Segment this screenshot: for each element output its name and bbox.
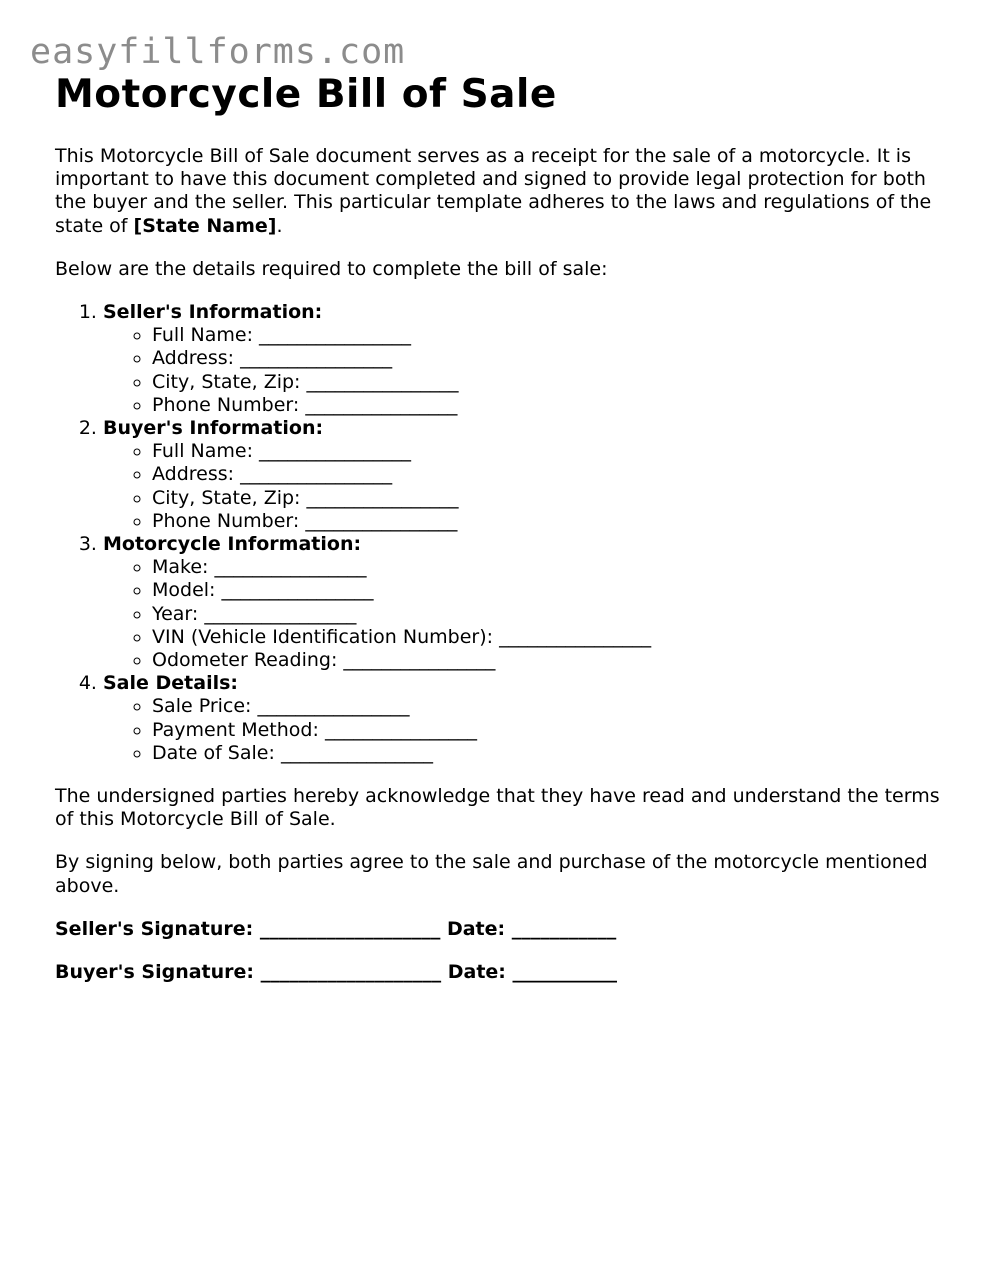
- field-blank[interactable]: ________________: [305, 509, 458, 532]
- field-label: Full Name:: [152, 440, 253, 463]
- buyer-date-label: Date:: [447, 961, 506, 984]
- intro-end: .: [276, 214, 283, 237]
- acknowledgement-paragraph: The undersigned parties hereby acknowledge that they have read and understand the terms of this Motorcycle Bill of Sale.: [55, 785, 940, 831]
- field-item: [152, 626, 955, 649]
- field-blank[interactable]: ________________: [324, 718, 477, 741]
- seller-signature-label: Seller's Signature:: [55, 917, 254, 940]
- field-item: [152, 603, 955, 626]
- field-item: [152, 347, 955, 370]
- field-item: [152, 695, 955, 718]
- field-label: Date of Sale:: [152, 741, 275, 764]
- field-label: Odometer Reading:: [152, 649, 338, 672]
- buyer-date-blank[interactable]: ___________: [512, 961, 618, 984]
- field-label: City, State, Zip:: [152, 370, 301, 393]
- section-item: [103, 417, 955, 533]
- field-list: [103, 440, 955, 533]
- field-blank[interactable]: ________________: [499, 625, 652, 648]
- field-item: [152, 371, 955, 394]
- field-blank[interactable]: ________________: [306, 370, 459, 393]
- field-label: Address:: [152, 463, 235, 486]
- section-item: [103, 301, 955, 417]
- field-label: City, State, Zip:: [152, 486, 301, 509]
- watermark: easyfillforms.com: [30, 32, 406, 72]
- section-heading: Sale Details:: [103, 672, 239, 695]
- page-title: Motorcycle Bill of Sale: [55, 72, 557, 117]
- field-item: [152, 324, 955, 347]
- state-name-placeholder: [State Name]: [133, 214, 277, 237]
- field-blank[interactable]: ________________: [204, 602, 357, 625]
- buyer-signature-line: [55, 961, 955, 984]
- field-blank[interactable]: ________________: [259, 440, 412, 463]
- field-list: [103, 556, 955, 672]
- field-list: [103, 695, 955, 765]
- field-item: [152, 556, 955, 579]
- field-blank[interactable]: ________________: [240, 347, 393, 370]
- sections-list: [55, 301, 955, 765]
- field-item: [152, 510, 955, 533]
- field-item: [152, 649, 955, 672]
- field-item: [152, 440, 955, 463]
- field-list: [103, 324, 955, 417]
- field-item: [152, 463, 955, 486]
- field-label: Phone Number:: [152, 393, 300, 416]
- buyer-signature-label: Buyer's Signature:: [55, 961, 254, 984]
- field-blank[interactable]: ________________: [214, 556, 367, 579]
- field-blank[interactable]: ________________: [221, 579, 374, 602]
- section-item: [103, 672, 955, 765]
- field-label: Year:: [152, 602, 199, 625]
- field-label: Sale Price:: [152, 695, 252, 718]
- field-label: Address:: [152, 347, 235, 370]
- field-label: Make:: [152, 556, 209, 579]
- field-blank[interactable]: ________________: [305, 393, 458, 416]
- field-item: [152, 742, 955, 765]
- field-label: Payment Method:: [152, 718, 319, 741]
- field-label: VIN (Vehicle Identification Number):: [152, 625, 494, 648]
- field-blank[interactable]: ________________: [259, 324, 412, 347]
- seller-date-blank[interactable]: ___________: [511, 917, 617, 940]
- field-label: Phone Number:: [152, 509, 300, 532]
- intro-text: This Motorcycle Bill of Sale document serves as a receipt for the sale of a motorcycle. It is important to have this document completed and signed to provide legal protection for both the buyer and the seller. This particular template adheres to the laws and regulations of the state of: [55, 145, 932, 237]
- field-blank[interactable]: ________________: [280, 741, 433, 764]
- field-blank[interactable]: ________________: [257, 695, 410, 718]
- field-item: [152, 719, 955, 742]
- field-label: Model:: [152, 579, 216, 602]
- section-heading: Motorcycle Information:: [103, 533, 362, 556]
- section-heading: Buyer's Information:: [103, 417, 324, 440]
- field-item: [152, 487, 955, 510]
- buyer-signature-blank[interactable]: ___________________: [260, 961, 442, 984]
- seller-signature-line: [55, 918, 955, 941]
- section-heading: Seller's Information:: [103, 301, 323, 324]
- section-item: [103, 533, 955, 672]
- seller-date-label: Date:: [446, 917, 506, 940]
- seller-signature-blank[interactable]: ___________________: [259, 917, 441, 940]
- intro-paragraph: [55, 145, 955, 238]
- lead-paragraph: Below are the details required to complete the bill of sale:: [55, 257, 608, 280]
- document-body: [55, 72, 955, 984]
- field-blank[interactable]: ________________: [240, 463, 393, 486]
- field-item: [152, 579, 955, 602]
- field-blank[interactable]: ________________: [306, 486, 459, 509]
- field-blank[interactable]: ________________: [343, 649, 496, 672]
- field-label: Full Name:: [152, 324, 253, 347]
- agreement-paragraph: By signing below, both parties agree to the sale and purchase of the motorcycle mentioned above.: [55, 851, 928, 897]
- field-item: [152, 394, 955, 417]
